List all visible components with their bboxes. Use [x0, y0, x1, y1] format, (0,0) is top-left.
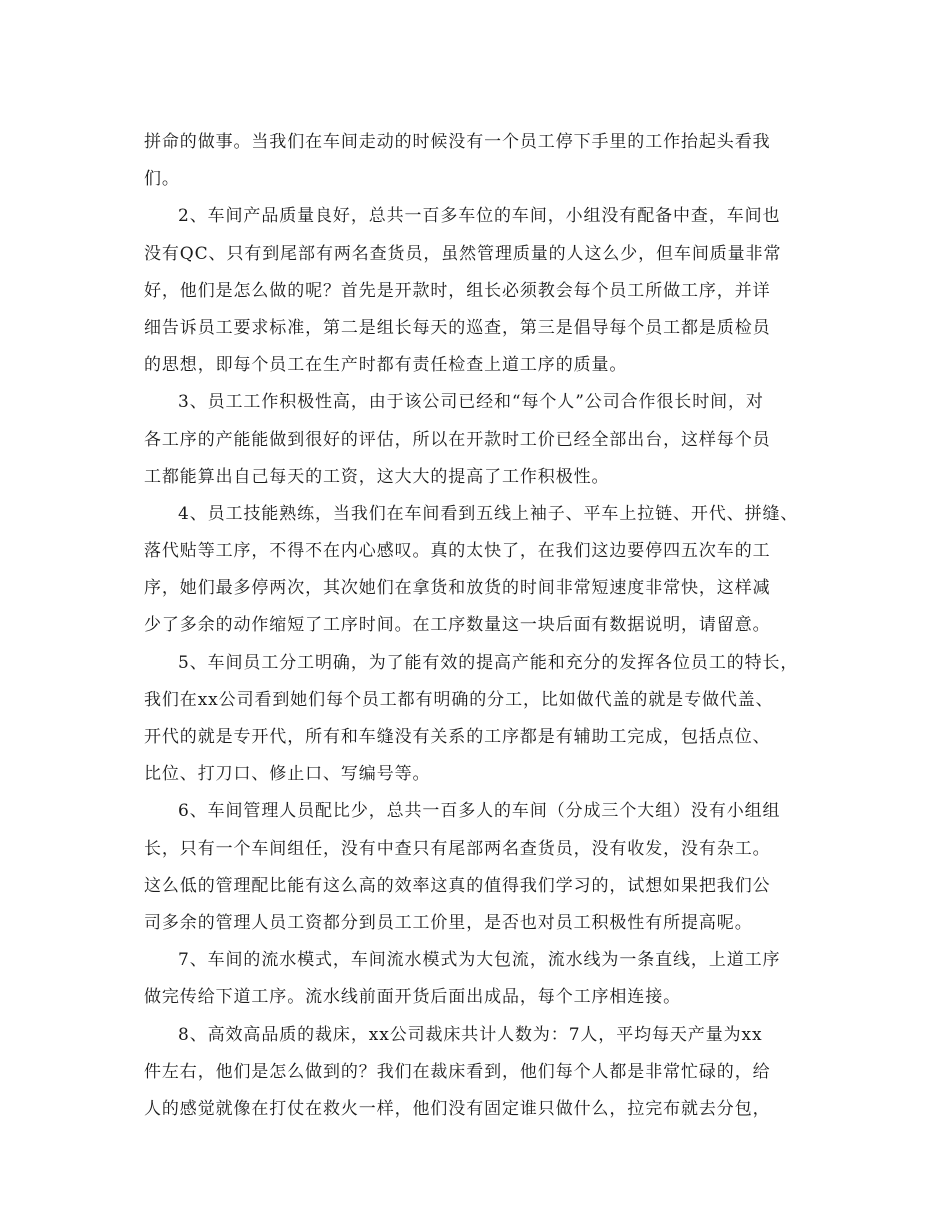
- text-line: 好，他们是怎么做的呢？首先是开款时，组长必须教会每个员工所做工序，并详: [144, 280, 771, 301]
- paragraph-continuation: [144, 124, 824, 198]
- text-line: 5、车间员工分工明确，为了能有效的提高产能和充分的发挥各位员工的特长，: [178, 652, 799, 673]
- text-line: 的思想，即每个员工在生产时都有责任检查上道工序的质量。: [144, 355, 628, 376]
- paragraph-5-division: [144, 645, 824, 794]
- text-line: 司多余的管理人员工资都分到员工工价里，是否也对员工积极性有所提高呢。: [144, 912, 753, 933]
- text-line: 比位、打刀口、修止口、写编号等。: [144, 764, 431, 785]
- paragraph-7-flow: [144, 942, 824, 1016]
- text-line: 各工序的产能能做到很好的评估，所以在开款时工价已经全部出台，这样每个员: [144, 429, 771, 450]
- text-line: 我们在xx公司看到她们每个员工都有明确的分工，比如做代盖的就是专做代盖、: [144, 689, 774, 710]
- text-line: 6、车间管理人员配比少，总共一百多人的车间（分成三个大组）没有小组组: [178, 801, 781, 822]
- text-line: 工都能算出自己每天的工资，这大大的提高了工作积极性。: [144, 466, 610, 487]
- text-line: 人的感觉就像在打仗在救火一样，他们没有固定谁只做什么，拉完布就去分包，: [144, 1098, 771, 1119]
- text-line: 落代贴等工序，不得不在内心感叹。真的太快了，在我们这边要停四五次车的工: [144, 541, 771, 562]
- text-line: 7、车间的流水模式，车间流水模式为大包流，流水线为一条直线，上道工序: [178, 950, 781, 971]
- text-line: 件左右，他们是怎么做到的？我们在裁床看到，他们每个人都是非常忙碌的，给: [144, 1061, 771, 1082]
- text-line: 长，只有一个车间组任，没有中查只有尾部两名查货员，没有收发，没有杂工。: [144, 838, 771, 859]
- paragraph-6-management: [144, 793, 824, 942]
- text-line: 细告诉员工要求标准，第二是组长每天的巡查，第三是倡导每个员工都是质检员: [144, 317, 771, 338]
- text-line: 没有QC、只有到尾部有两名查货员，虽然管理质量的人这么少，但车间质量非常: [144, 243, 782, 264]
- document-body: [144, 124, 824, 1128]
- text-line: 们。: [144, 169, 180, 190]
- text-line: 8、高效高品质的裁床，xx公司裁床共计人数为：7人，平均每天产量为xx: [178, 1024, 763, 1045]
- text-line: 序，她们最多停两次，其次她们在拿货和放货的时间非常短速度非常快，这样减: [144, 578, 771, 599]
- paragraph-8-cutting: [144, 1017, 824, 1129]
- paragraph-4-skills: [144, 496, 824, 645]
- text-line: 这么低的管理配比能有这么高的效率这真的值得我们学习的，试想如果把我们公: [144, 875, 771, 896]
- text-line: 4、员工技能熟练，当我们在车间看到五线上袖子、平车上拉链、开代、拼缝、: [178, 503, 799, 524]
- paragraph-2-quality: [144, 198, 824, 384]
- paragraph-3-motivation: [144, 384, 824, 496]
- text-line: 3、员工工作积极性高，由于该公司已经和“每个人”公司合作很长时间，对: [178, 392, 764, 413]
- text-line: 2、车间产品质量良好，总共一百多车位的车间，小组没有配备中查，车间也: [178, 206, 781, 227]
- text-line: 拼命的做事。当我们在车间走动的时候没有一个员工停下手里的工作抬起头看我: [144, 132, 771, 152]
- text-line: 做完传给下道工序。流水线前面开货后面出成品，每个工序相连接。: [144, 987, 681, 1008]
- text-line: 少了多余的动作缩短了工序时间。在工序数量这一块后面有数据说明，请留意。: [144, 615, 771, 636]
- text-line: 开代的就是专开代，所有和车缝没有关系的工序都是有辅助工完成，包括点位、: [144, 727, 771, 747]
